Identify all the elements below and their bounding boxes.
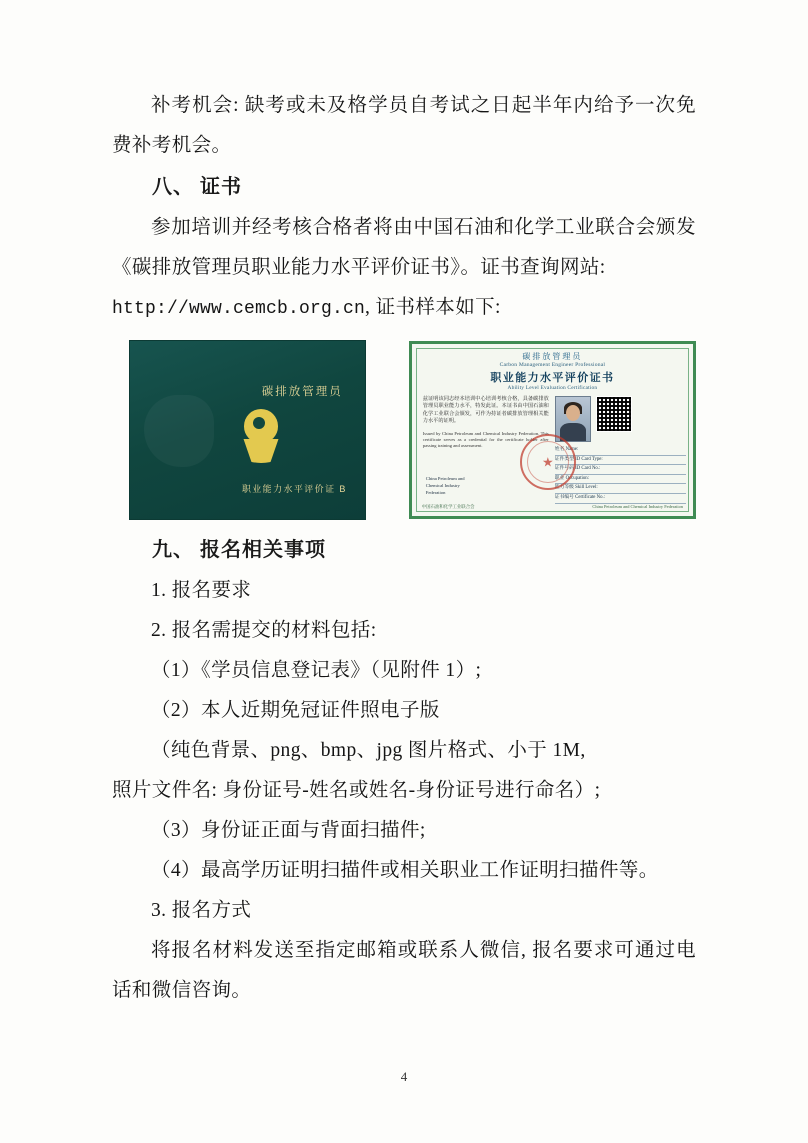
certificate-title-cn-main: 职业能力水平评价证书: [490, 372, 615, 384]
paragraph-item-2-2: （2）本人近期免冠证件照电子版: [151, 700, 440, 721]
paragraph-item-1: 1. 报名要求: [151, 580, 252, 601]
certificate-field: 职业 Occupation:: [555, 475, 686, 485]
paragraph-item-2-3: （3）身份证正面与背面扫描件;: [151, 820, 426, 841]
section-heading-8: 八、 证书: [152, 176, 242, 198]
cover-title-text: 碳排放管理员: [261, 386, 343, 398]
certificate-body-cn: 兹证明该同志经本培训中心培训考核合格，具备碳排放管理员职业能力水平，特发此证。本证书由中国石油和化学工业联合会颁发，可作为持证者碳排放管理相关能力水平的证明。: [422, 396, 549, 425]
certificate-body-en: Issued by China Petroleum and Chemical Industry Federation. This certificate serves as a credential for the certificate holder after passing training and assessment.: [422, 430, 549, 449]
signature-line: Chemical Industry: [425, 483, 460, 488]
signature-line: China Petroleum and: [425, 476, 465, 481]
certificate-footer-left: 中国石油和化学工业联合会: [421, 504, 475, 509]
photo-and-qr-row: [555, 396, 686, 442]
certificate-cover-image: [130, 341, 365, 519]
certificate-footer-right: China Petroleum and Chemical Industry Federation: [592, 504, 683, 509]
certificate-inner-image: [409, 341, 696, 519]
official-seal-icon: ★: [520, 434, 576, 490]
certificate-title-en-small: Carbon Management Engineer Professional: [499, 362, 606, 368]
paragraph-certificate-body: 参加培训并经考核合格者将由中国石油和化学工业联合会颁发《碳排放管理员职业能力水平评价证书》。证书查询网站:: [112, 217, 696, 278]
signature-line: Federation: [425, 490, 446, 495]
paragraph-item-2-2-note-a: （纯色背景、png、bmp、jpg 图片格式、小于 1M,: [151, 740, 586, 761]
certificate-field: 证件号码 ID Card No.:: [555, 465, 686, 475]
phoenix-emblem-icon: [238, 409, 284, 465]
cover-texture: [144, 395, 214, 467]
certificate-query-url[interactable]: http://www.cemcb.org.cn: [112, 299, 366, 319]
certificate-title-cn-small: 碳排放管理员: [522, 352, 583, 361]
certificate-field: 姓名 Name:: [555, 446, 686, 456]
holder-photo: [555, 396, 591, 442]
certificate-header: [419, 351, 686, 391]
cover-subtitle-text: 职业能力水平评价证 B: [241, 484, 347, 494]
certificate-sample-images: [130, 341, 696, 519]
paragraph-item-3: 3. 报名方式: [151, 900, 252, 921]
paragraph-item-2-1: （1）《学员信息登记表》（见附件 1）;: [151, 660, 482, 681]
paragraph-item-3-body: 将报名材料发送至指定邮箱或联系人微信, 报名要求可通过电话和微信咨询。: [112, 940, 696, 1001]
certificate-footer: [422, 504, 683, 510]
paragraph-item-2-2-note-b: 照片文件名: 身份证号-姓名或姓名-身份证号进行命名）;: [112, 780, 601, 801]
paragraph-certificate-url-line: [112, 288, 696, 329]
certificate-url-suffix: , 证书样本如下:: [365, 297, 501, 318]
certificate-field: 证书编号 Certificate No.:: [555, 494, 686, 504]
certificate-field: 证件类型 ID Card Type:: [555, 456, 686, 466]
page-number: 4: [400, 1069, 408, 1084]
paragraph-item-2-4: （4）最高学历证明扫描件或相关职业工作证明扫描件等。: [151, 860, 659, 881]
paragraph-makeup-exam: 补考机会: 缺考或未及格学员自考试之日起半年内给予一次免费补考机会。: [112, 95, 696, 156]
paragraph-item-2: 2. 报名需提交的材料包括:: [151, 620, 377, 641]
certificate-field: 能力等级 Skill Level:: [555, 484, 686, 494]
certificate-title-en-main: Ability Level Evaluation Certification: [507, 385, 598, 391]
section-heading-9: 九、 报名相关事项: [152, 539, 326, 561]
qr-code-icon: [596, 396, 632, 432]
certificate-signature-block: [426, 475, 465, 496]
